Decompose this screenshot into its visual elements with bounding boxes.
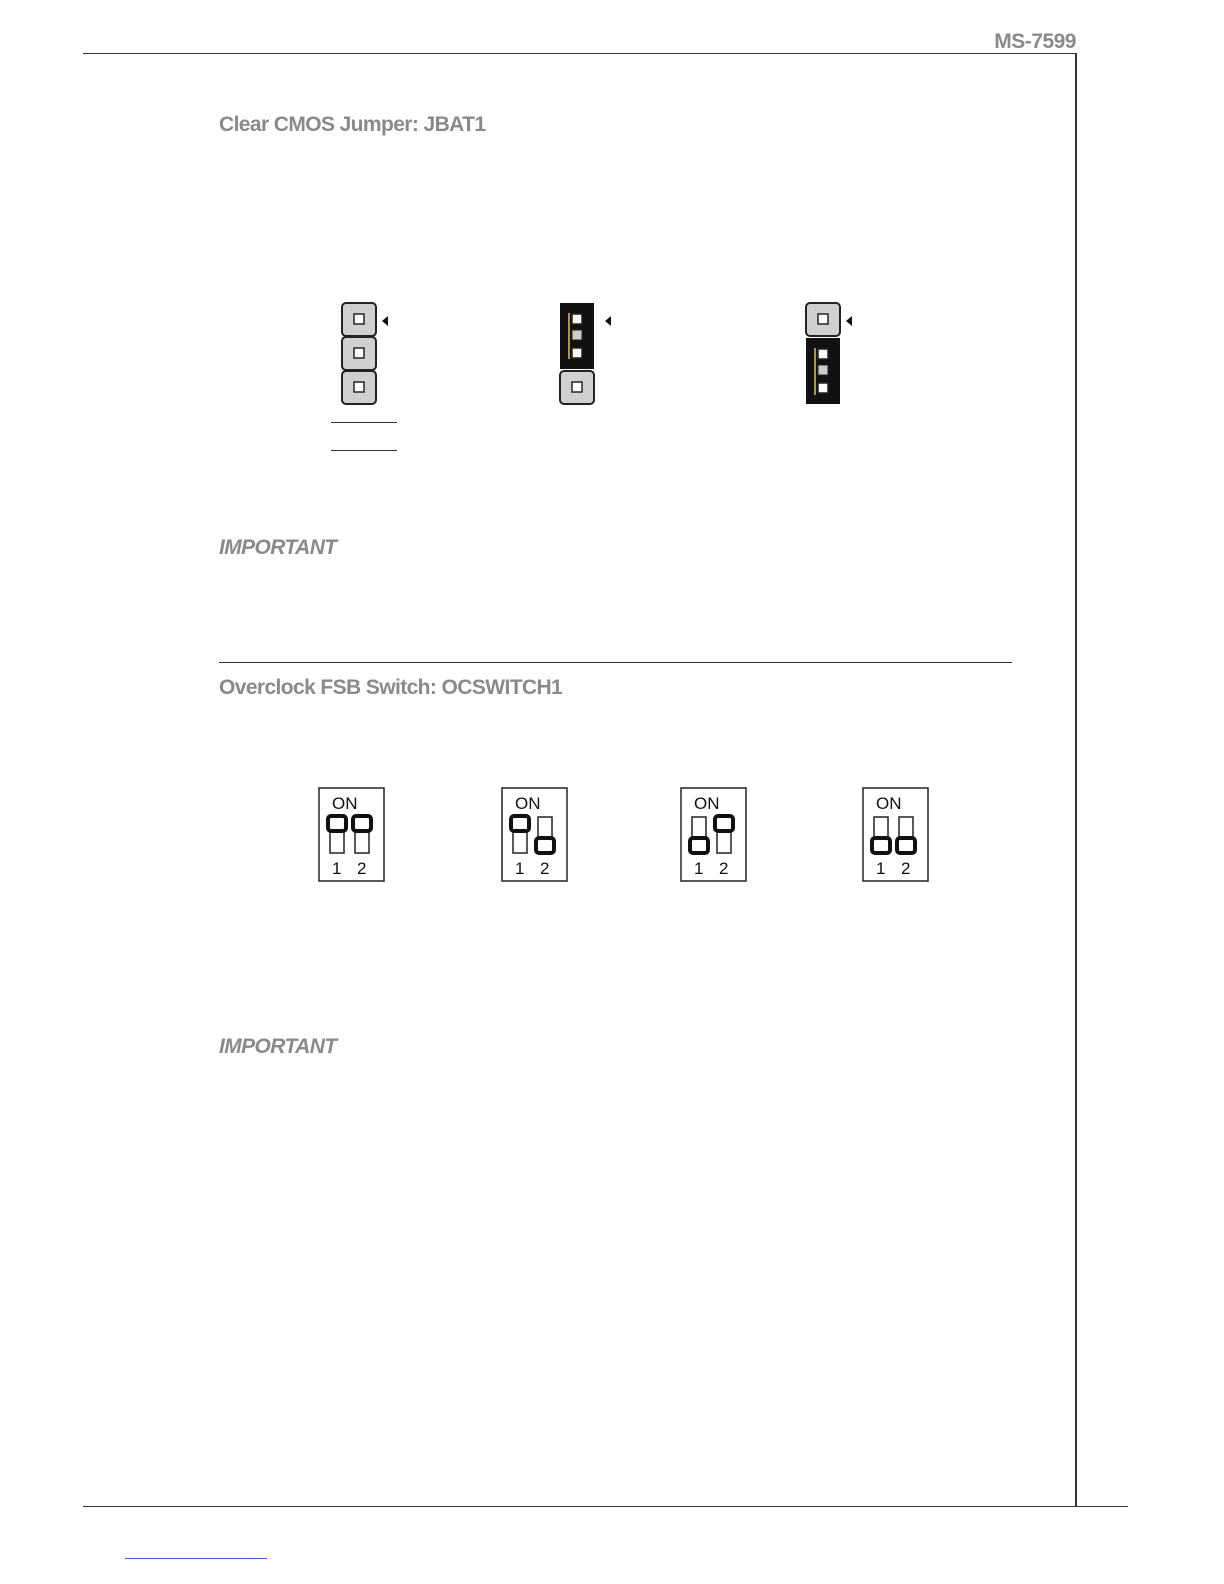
dip-lever-2-off — [897, 838, 915, 853]
dip-lever-1-off — [872, 838, 890, 853]
dip-switch-4 — [862, 787, 930, 883]
jbat1-clear-1-2-diagram — [560, 303, 611, 404]
jbat1-label-line-1 — [331, 422, 397, 423]
dip-switch-1 — [318, 787, 386, 883]
side-rule — [1075, 53, 1077, 1506]
dip-lever-2-on — [353, 816, 371, 831]
dip-pin-1-label: 1 — [876, 859, 886, 878]
dip-pin-1-label: 1 — [332, 859, 342, 878]
section-divider — [219, 662, 1012, 663]
dip-on-label: ON — [876, 794, 902, 813]
dip-pin-1-label: 1 — [694, 859, 704, 878]
dip-on-label: ON — [694, 794, 720, 813]
dip-lever-1-off — [690, 838, 708, 853]
jbat1-clear-2-3-diagram — [806, 303, 852, 404]
header-rule — [83, 53, 1077, 54]
dip-lever-2-on — [715, 816, 733, 831]
dip-pin-2-label: 2 — [901, 859, 911, 878]
model-number: MS-7599 — [994, 30, 1076, 53]
important-heading-1: IMPORTANT — [219, 536, 337, 559]
dip-pin-2-label: 2 — [719, 859, 729, 878]
dip-switch-3 — [680, 787, 748, 883]
dip-lever-2-off — [536, 838, 554, 853]
jbat1-heading: Clear CMOS Jumper: JBAT1 — [219, 113, 486, 136]
dip-on-label: ON — [332, 794, 358, 813]
dip-on-label: ON — [515, 794, 541, 813]
footer-rule — [83, 1506, 1128, 1507]
dip-lever-1-on — [328, 816, 346, 831]
jbat1-diagrams — [330, 295, 870, 415]
important-heading-2: IMPORTANT — [219, 1035, 337, 1058]
dip-pin-2-label: 2 — [540, 859, 550, 878]
dip-lever-1-on — [511, 816, 529, 831]
ocswitch-heading: Overclock FSB Switch: OCSWITCH1 — [219, 676, 563, 699]
dip-pin-1-label: 1 — [515, 859, 525, 878]
dip-switch-2 — [501, 787, 569, 883]
dip-pin-2-label: 2 — [357, 859, 367, 878]
footer-link-line — [125, 1558, 267, 1559]
jbat1-keep-data-diagram — [342, 303, 388, 404]
jbat1-label-line-2 — [331, 450, 397, 451]
